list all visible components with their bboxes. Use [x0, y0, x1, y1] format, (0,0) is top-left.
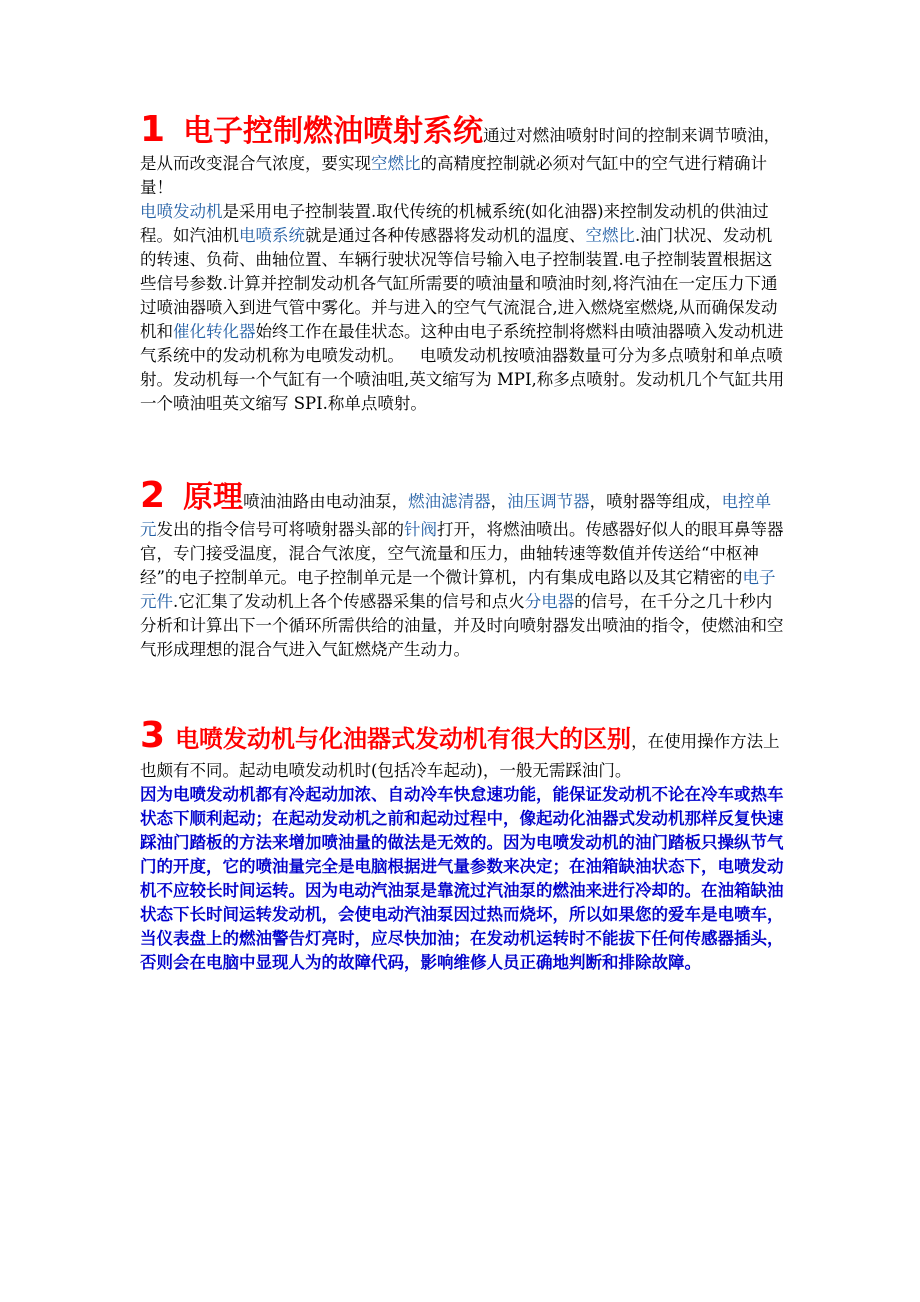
section-3-paragraph-1	[140, 716, 786, 783]
section-2-text-b: ，喷射器等组成，	[589, 492, 722, 511]
link-efi-engine[interactable]: 电喷发动机	[140, 202, 223, 221]
section-2-number: 2	[140, 475, 166, 516]
section-2-text-c: 发出的指令信号可将喷射器头部的	[156, 520, 404, 539]
document-page	[140, 110, 786, 975]
section-2-text-e: .它汇集了发动机上各个传感器采集的信号和点火	[173, 592, 525, 611]
section-1	[140, 110, 786, 416]
section-2-text-a: 喷油油路由电动油泵，	[243, 492, 409, 511]
section-1-intro-end: 的高精度控制就必须对气缸中的空气进行精确计量！	[140, 154, 767, 197]
section-3-heading: 电喷发动机与化油器式发动机有很大的区别	[175, 724, 632, 753]
link-fuel-filter[interactable]: 燃油滤清器	[408, 492, 491, 511]
section-1-text-b: 就是通过各种传感器将发动机的温度、	[305, 226, 586, 245]
section-1-intro: 通过对燃油喷射时间的控制来调节喷油，是从而改变混合气浓度，要实现	[140, 126, 781, 173]
section-1-text-e: 电喷发动机按喷油器数量可分为多点喷射和单点喷射。发动机每一个气缸有一个喷油咀,英文缩写为 MPI,称多点喷射。发动机几个气缸共用一个喷油咀英文缩写 SPI.称单点喷射。	[140, 346, 785, 413]
link-distributor[interactable]: 分电器	[524, 592, 575, 611]
section-2-text-d: 打开，将燃油喷出。传感器好似人的眼耳鼻等器官，专门接受温度，混合气浓度，空气流量和压力，曲轴转速等数值并传送给“中枢神经”的电子控制单元。电子控制单元是一个微计算机，内有集成电路以及其它精密的	[140, 520, 784, 587]
section-3-number: 3	[140, 715, 166, 756]
section-1-paragraph-1	[140, 110, 786, 200]
link-catalytic-converter[interactable]: 催化转化器	[173, 322, 256, 341]
section-2-text-f: 的信号，在千分之几十秒内分析和计算出下一个循环所需供给的油量，并及时向喷射器发出喷油的指令，使燃油和空气形成理想的混合气进入气缸燃烧产生动力。	[140, 592, 784, 659]
link-pressure-regulator[interactable]: 油压调节器	[507, 492, 590, 511]
section-2-sep: ，	[490, 492, 508, 511]
link-air-fuel-ratio[interactable]: 空燃比	[371, 154, 421, 173]
section-1-text-d: 始终工作在最佳状态。这种由电子系统控制将燃料由喷油器喷入发动机进气系统中的发动机称为电喷发动机。	[140, 322, 784, 365]
section-1-heading: 电子控制燃油喷射系统	[183, 114, 484, 149]
section-3-bold-paragraph: 因为电喷发动机都有冷起动加浓、自动冷车快怠速功能，能保证发动机不论在冷车或热车状态下顺利起动；在起动发动机之前和起动过程中，像起动化油器式发动机那样反复快速踩油门踏板的方法来增加喷油量的做法是无效的。因为电喷发动机的油门踏板只操纵节气门的开度，它的喷油量完全是电脑根据进气量参数来决定；在油箱缺油状态下，电喷发动机不应较长时间运转。因为电动汽油泵是靠流过汽油泵的燃油来进行冷却的。在油箱缺油状态下长时间运转发动机，会使电动汽油泵因过热而烧坏，所以如果您的爱车是电喷车，当仪表盘上的燃油警告灯亮时，应尽快加油；在发动机运转时不能拔下任何传感器插头，否则会在电脑中显现人为的故障代码，影响维修人员正确地判断和排除故障。	[140, 785, 784, 972]
link-ecu[interactable]: 电控单元	[140, 492, 772, 539]
section-1-number: 1	[140, 109, 166, 150]
link-electronic-components[interactable]: 电子元件	[140, 568, 776, 611]
section-2	[140, 476, 786, 662]
section-1-text-c: .油门状况、发动机的转速、负荷、曲轴位置、车辆行驶状况等信号输入电子控制装置.电子控制装置根据这些信号参数.计算并控制发动机各气缸所需要的喷油量和喷油时刻,将汽油在一定压力下通过喷油器喷入到进气管中雾化。并与进入的空气气流混合,进入燃烧室燃烧,从而确保发动机和	[140, 226, 778, 341]
link-needle-valve[interactable]: 针阀	[404, 520, 437, 539]
link-efi-system[interactable]: 电喷系统	[239, 226, 305, 245]
section-3	[140, 716, 786, 975]
section-1-text-a: 是采用电子控制装置.取代传统的机械系统(如化油器)来控制发动机的供油过程。如汽油机	[140, 202, 769, 245]
section-1-paragraph-2	[140, 200, 786, 416]
section-2-paragraph	[140, 476, 786, 662]
section-2-heading: 原理	[183, 480, 244, 515]
section-3-text: ，在使用操作方法上也颇有不同。起动电喷发动机时(包括冷车起动)，一般无需踩油门。	[140, 732, 780, 780]
link-air-fuel-ratio-2[interactable]: 空燃比	[585, 226, 635, 245]
